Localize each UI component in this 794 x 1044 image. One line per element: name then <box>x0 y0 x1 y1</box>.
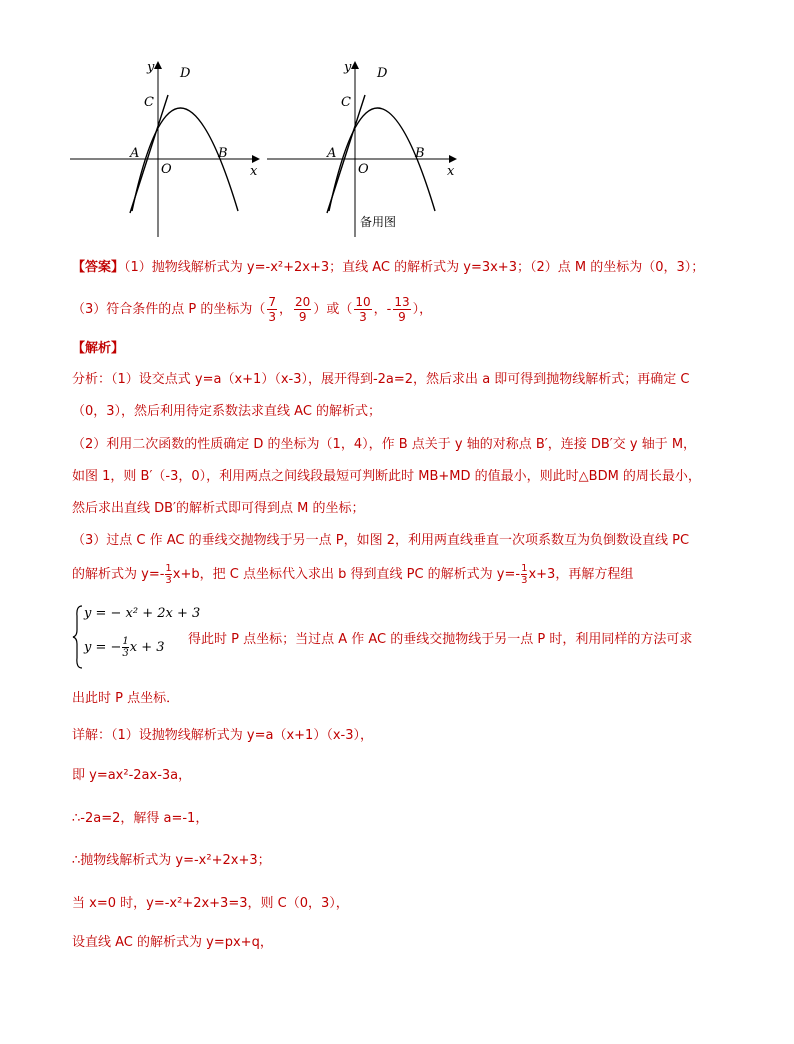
text: x+b，把 C 点坐标代入求出 b 得到直线 PC 的解析式为 y=- <box>172 567 521 582</box>
fraction-one-third: $\frac{1}{3}$ <box>122 636 129 659</box>
answer-text-1: （1）抛物线解析式为 y=-x²+2x+3；直线 AC 的解析式为 y=3x+3；（2）点 M 的坐标为（0，3）； <box>124 260 705 275</box>
text: y = − <box>84 640 122 655</box>
figure-1 <box>68 55 268 240</box>
answer-or: ）或（ <box>313 302 353 317</box>
fraction-one-third: $\frac{1}{3}$ <box>521 563 528 586</box>
label-d: D <box>180 66 191 81</box>
label-a: A <box>327 146 337 161</box>
label-c: C <box>341 95 351 110</box>
fraction-p2x: $\frac{10}{3}$ <box>355 295 371 324</box>
analysis-line-3: （2）利用二次函数的性质确定 D 的坐标为（1，4），作 B 点关于 y 轴的对称点 B′，连接 DB′交 y 轴于 M， <box>72 437 697 452</box>
text: x + 3 <box>129 640 165 655</box>
equation-2 <box>84 632 165 664</box>
answer-text-2: （3）符合条件的点 P 的坐标为（ <box>72 302 266 317</box>
label-b: B <box>415 146 425 161</box>
label-y: y <box>147 60 155 75</box>
detail-line-4: ∴抛物线解析式为 y=-x²+2x+3； <box>72 853 271 868</box>
analysis-line-6: （3）过点 C 作 AC 的垂线交抛物线于另一点 P，如图 2，利用两直线垂直一次项系数互为负倒数设直线 PC <box>72 533 690 548</box>
answer-tag: 【答案】 <box>72 260 125 275</box>
label-c: C <box>144 95 154 110</box>
y-arrow-icon <box>351 61 359 69</box>
label-d: D <box>377 66 388 81</box>
label-y: y <box>344 60 352 75</box>
x-arrow-icon <box>252 155 260 163</box>
answer-line-2 <box>72 293 432 327</box>
fraction-one-third: $\frac{1}{3}$ <box>165 563 172 586</box>
detail-line-1: 详解：（1）设抛物线解析式为 y=a（x+1）（x-3）， <box>72 728 373 743</box>
equation-system <box>72 604 201 670</box>
equation-1: y = − x² + 2x + 3 <box>84 606 201 621</box>
answer-line-1 <box>72 259 704 277</box>
analysis-line-4: 如图 1，则 B′（-3，0），利用两点之间线段最短可判断此时 MB+MD 的值最小，则此时△BDM 的周长最小， <box>72 469 701 484</box>
fraction-p1x: $\frac{7}{3}$ <box>268 295 277 324</box>
text: x+3，再解方程组 <box>528 567 634 582</box>
answer-end: ）， <box>412 302 433 317</box>
analysis-line-2: （0，3），然后利用待定系数法求直线 AC 的解析式； <box>72 404 382 419</box>
label-o: O <box>161 162 172 177</box>
analysis-tag: 【解析】 <box>72 341 125 356</box>
detail-line-6: 设直线 AC 的解析式为 y=px+q， <box>72 935 273 950</box>
sep: ，- <box>373 302 392 317</box>
detail-line-2: 即 y=ax²-2ax-3a， <box>72 768 192 783</box>
text: 的解析式为 y=- <box>72 567 165 582</box>
fraction-p2y: $\frac{13}{9}$ <box>394 295 410 324</box>
fraction-p1y: $\frac{20}{9}$ <box>295 295 311 324</box>
x-arrow-icon <box>449 155 457 163</box>
analysis-line-8: 得此时 P 点坐标；当过点 A 作 AC 的垂线交抛物线于另一点 P 时，利用同样的方法可求 <box>188 632 693 647</box>
sep: ， <box>279 302 293 317</box>
y-arrow-icon <box>154 61 162 69</box>
label-x: x <box>447 164 455 179</box>
analysis-line-7 <box>72 560 633 590</box>
detail-line-5: 当 x=0 时，y=-x²+2x+3=3，则 C（0，3）， <box>72 896 349 911</box>
brace-icon <box>72 604 84 670</box>
label-b: B <box>218 146 228 161</box>
detail-line-3: ∴-2a=2，解得 a=-1， <box>72 811 209 826</box>
analysis-line-5: 然后求出直线 DB′的解析式即可得到点 M 的坐标； <box>72 501 365 516</box>
label-x: x <box>250 164 258 179</box>
analysis-line-1: 分析：（1）设交点式 y=a（x+1）（x-3），展开得到-2a=2，然后求出 a 即可得到抛物线解析式；再确定 C <box>72 372 690 387</box>
figure-caption: 备用图 <box>360 215 397 229</box>
label-o: O <box>358 162 369 177</box>
analysis-line-9: 出此时 P 点坐标． <box>72 691 180 706</box>
label-a: A <box>130 146 140 161</box>
